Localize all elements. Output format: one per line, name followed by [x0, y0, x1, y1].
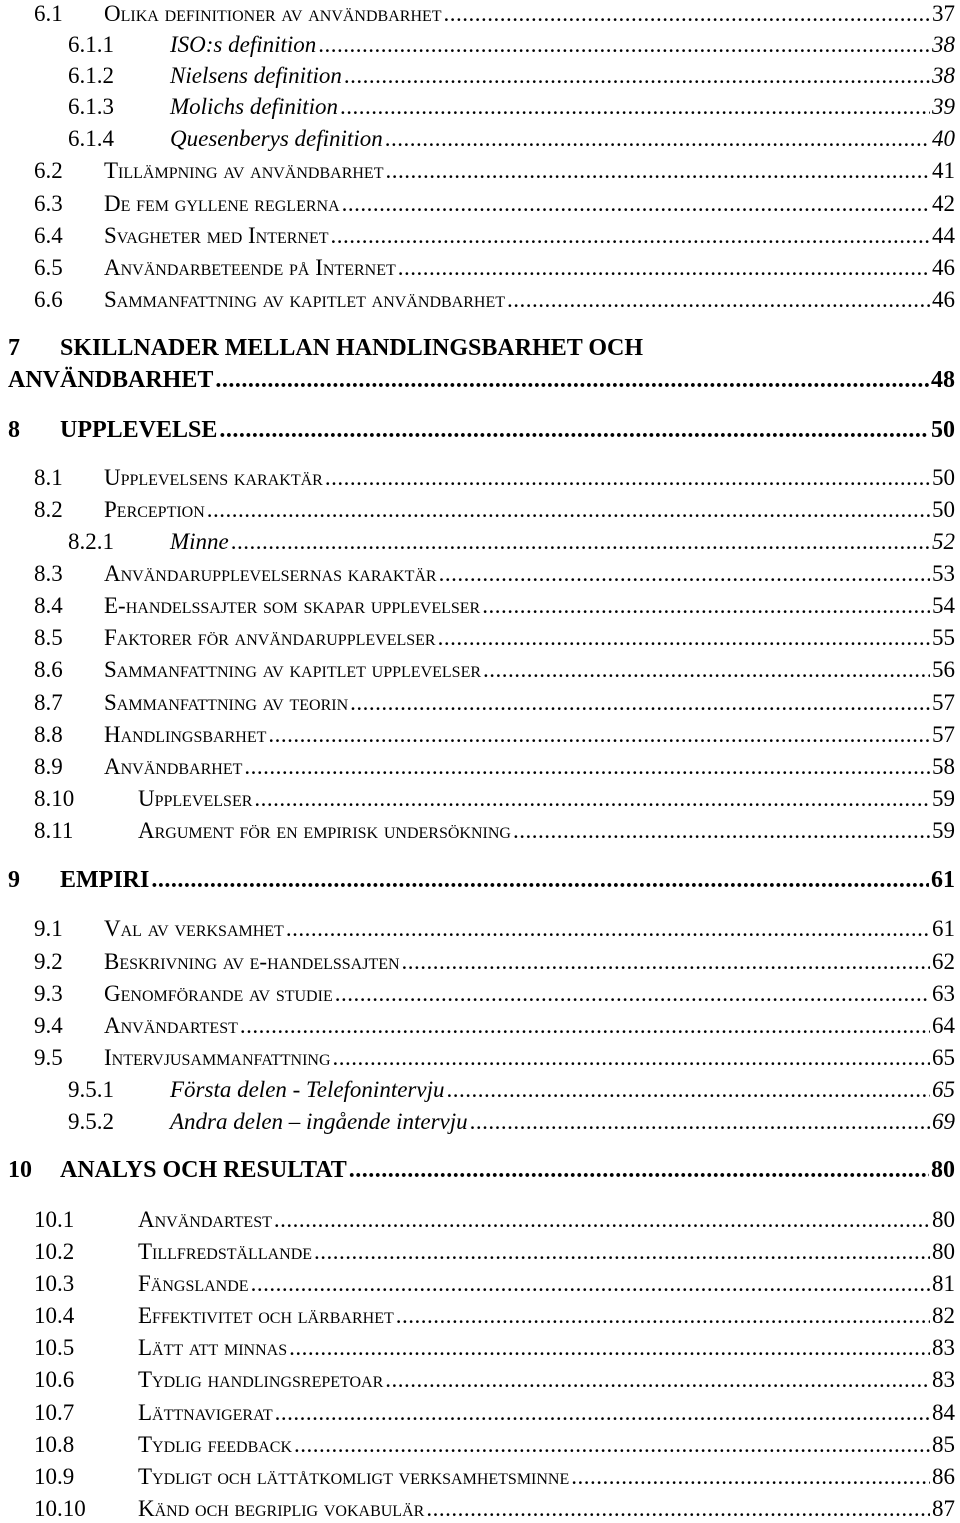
dot-leader [240, 1012, 930, 1040]
toc-entry[interactable] [0, 753, 955, 781]
section-number: 6.4 [34, 223, 63, 248]
section-title: Sammanfattning av teorin [104, 690, 349, 715]
section-title: Tydlig handlingsrepetoar [138, 1367, 384, 1392]
page-number: 80 [932, 1207, 955, 1232]
section-number: 9.4 [34, 1013, 63, 1038]
chapter-number: 7 [8, 335, 20, 361]
dot-leader [314, 1238, 930, 1266]
dot-leader [571, 1463, 930, 1491]
dot-leader [513, 817, 930, 845]
section-number: 9.5 [34, 1045, 63, 1070]
dot-leader [207, 496, 930, 524]
page-number: 57 [932, 722, 955, 747]
toc-entry[interactable] [0, 0, 955, 28]
page-number: 84 [932, 1400, 955, 1425]
toc-entry[interactable] [0, 464, 955, 492]
section-title: Sammanfattning av kapitlet användbarhet [104, 287, 505, 312]
toc-entry[interactable] [0, 560, 955, 588]
chapter-title: ANALYS OCH RESULTAT [60, 1157, 347, 1183]
page-number: 48 [931, 367, 955, 393]
section-number: 8.8 [34, 722, 63, 747]
toc-entry[interactable] [0, 1463, 955, 1491]
page-number: 50 [932, 497, 955, 522]
chapter-heading-line[interactable] [8, 334, 955, 362]
section-title: Tydlig feedback [138, 1432, 293, 1457]
section-number: 9.2 [34, 949, 63, 974]
section-title: Användartest [104, 1013, 238, 1038]
section-title: Molichs definition [170, 94, 339, 119]
page-number: 61 [931, 867, 955, 893]
chapter-title-line2: ANVÄNDBARHET [8, 367, 214, 393]
section-title: Användarbeteende på Internet [104, 255, 396, 280]
page-number: 85 [932, 1432, 955, 1457]
page-number: 59 [932, 818, 955, 843]
dot-leader [286, 915, 930, 943]
section-number: 10.8 [34, 1432, 75, 1457]
toc-entry[interactable] [0, 286, 955, 314]
section-title: ISO:s definition [170, 32, 317, 57]
toc-entry[interactable] [0, 817, 955, 845]
toc-entry[interactable] [0, 1238, 955, 1266]
dot-leader [268, 721, 930, 749]
page-number: 41 [932, 158, 955, 183]
toc-entry[interactable] [0, 496, 955, 524]
dot-leader [333, 1044, 930, 1072]
dot-leader [507, 286, 930, 314]
page-number: 46 [932, 255, 955, 280]
page-number: 50 [931, 417, 955, 443]
section-number: 6.1 [34, 1, 63, 26]
section-title: Effektivitet och lärbarhet [138, 1303, 394, 1328]
dot-leader [325, 464, 930, 492]
dot-leader [385, 125, 930, 153]
dot-leader [402, 948, 930, 976]
page-number: 52 [932, 529, 955, 554]
dot-leader [244, 753, 930, 781]
toc-entry[interactable] [0, 1270, 955, 1298]
page-number: 82 [932, 1303, 955, 1328]
toc-entry[interactable] [0, 157, 955, 185]
dot-leader [275, 1399, 930, 1427]
page-number: 54 [932, 593, 955, 618]
section-title: Minne [170, 529, 229, 554]
toc-entry-chapter[interactable] [0, 416, 955, 444]
section-title: Lätt att minnas [138, 1335, 288, 1360]
chapter-number: 10 [8, 1157, 32, 1183]
dot-leader [151, 866, 929, 894]
dot-leader [254, 785, 930, 813]
section-title: Upplevelser [138, 786, 253, 811]
section-title: Tydligt och lättåtkomligt verksamhetsminne [138, 1464, 570, 1489]
section-number: 10.10 [34, 1496, 86, 1521]
section-number: 8.7 [34, 690, 63, 715]
chapter-title-line1: SKILLNADER MELLAN HANDLINGSBARHET OCH [60, 335, 643, 361]
section-title: Tillfredställande [138, 1239, 313, 1264]
dot-leader [446, 1076, 930, 1104]
toc-entry[interactable] [0, 254, 955, 282]
page-number: 40 [932, 126, 955, 151]
dot-leader [439, 560, 930, 588]
page-number: 42 [932, 191, 955, 216]
section-title: Olika definitioner av användbarhet [104, 1, 442, 26]
section-number: 6.1.2 [68, 63, 114, 88]
toc-entry[interactable] [0, 980, 955, 1008]
section-number: 9.5.2 [68, 1109, 114, 1134]
dot-leader [444, 0, 930, 28]
dot-leader [438, 624, 930, 652]
section-title: Lättnavigerat [138, 1400, 273, 1425]
page-number: 50 [932, 465, 955, 490]
page-number: 86 [932, 1464, 955, 1489]
dot-leader [331, 222, 930, 250]
dot-leader [349, 1156, 929, 1184]
section-title: Tillämpning av användbarhet [104, 158, 384, 183]
page-number: 80 [932, 1239, 955, 1264]
toc-entry[interactable] [0, 31, 955, 59]
chapter-number: 9 [8, 867, 20, 893]
page-number: 55 [932, 625, 955, 650]
section-number: 10.5 [34, 1335, 75, 1360]
toc-entry[interactable] [0, 624, 955, 652]
dot-leader [340, 93, 930, 121]
section-number: 10.9 [34, 1464, 75, 1489]
section-title: Handlingsbarhet [104, 722, 267, 747]
toc-entry[interactable] [0, 1108, 955, 1136]
toc-entry[interactable] [0, 656, 955, 684]
toc-entry[interactable] [0, 948, 955, 976]
section-title: Genomförande av studie [104, 981, 333, 1006]
page-number: 65 [932, 1045, 955, 1070]
section-title: Intervjusammanfattning [104, 1045, 331, 1070]
dot-leader [231, 528, 930, 556]
chapter-number: 8 [8, 417, 20, 443]
section-number: 10.3 [34, 1271, 75, 1296]
page-number: 62 [932, 949, 955, 974]
section-number: 10.4 [34, 1303, 75, 1328]
toc-entry[interactable] [0, 721, 955, 749]
section-number: 8.10 [34, 786, 75, 811]
section-number: 10.1 [34, 1207, 75, 1232]
page-number: 44 [932, 223, 955, 248]
toc-entry-chapter[interactable] [8, 366, 955, 394]
page-number: 61 [932, 916, 955, 941]
dot-leader [385, 157, 930, 185]
page-number: 53 [932, 561, 955, 586]
page-number: 38 [932, 32, 955, 57]
page-number: 57 [932, 690, 955, 715]
section-number: 8.9 [34, 754, 63, 779]
toc-entry[interactable] [0, 62, 955, 90]
section-title: Fängslande [138, 1271, 249, 1296]
toc-entry[interactable] [0, 1044, 955, 1072]
chapter-title: EMPIRI [60, 867, 150, 893]
section-title: Beskrivning av e-handelssajten [104, 949, 400, 974]
page-number: 38 [932, 63, 955, 88]
dot-leader [274, 1206, 930, 1234]
section-number: 6.5 [34, 255, 63, 280]
page-number: 58 [932, 754, 955, 779]
toc-entry[interactable] [0, 1334, 955, 1362]
toc-entry[interactable] [0, 222, 955, 250]
section-title: De fem gyllene reglerna [104, 191, 340, 216]
dot-leader [342, 190, 930, 218]
dot-leader [344, 62, 930, 90]
page-number: 83 [932, 1367, 955, 1392]
toc-entry[interactable] [0, 1495, 955, 1523]
toc-entry[interactable] [0, 190, 955, 218]
section-number: 9.3 [34, 981, 63, 1006]
dot-leader [470, 1108, 930, 1136]
toc-entry[interactable] [0, 689, 955, 717]
page-number: 59 [932, 786, 955, 811]
dot-leader [426, 1495, 930, 1523]
section-title: Användbarhet [104, 754, 243, 779]
toc-entry[interactable] [0, 785, 955, 813]
toc-entry[interactable] [0, 1431, 955, 1459]
section-title: Känd och begriplig vokabulär [138, 1496, 425, 1521]
section-number: 6.6 [34, 287, 63, 312]
section-title: Andra delen – ingående intervju [170, 1109, 468, 1134]
dot-leader [398, 254, 930, 282]
toc-entry[interactable] [0, 1076, 955, 1104]
section-number: 8.6 [34, 657, 63, 682]
section-title: Användarupplevelsernas karaktär [104, 561, 437, 586]
dot-leader [251, 1270, 930, 1298]
section-number: 8.3 [34, 561, 63, 586]
page-number: 81 [932, 1271, 955, 1296]
section-title: Argument för en empirisk undersökning [138, 818, 511, 843]
section-number: 6.1.1 [68, 32, 114, 57]
section-number: 9.5.1 [68, 1077, 114, 1102]
toc-entry[interactable] [0, 1366, 955, 1394]
section-number: 9.1 [34, 916, 63, 941]
section-title: Val av verksamhet [104, 916, 284, 941]
page-number: 63 [932, 981, 955, 1006]
page-number: 83 [932, 1335, 955, 1360]
page-number: 39 [932, 94, 955, 119]
section-title: Perception [104, 497, 205, 522]
page-number: 37 [932, 1, 955, 26]
chapter-title: UPPLEVELSE [60, 417, 218, 443]
section-title: Sammanfattning av kapitlet upplevelser [104, 657, 482, 682]
toc-entry-chapter[interactable] [0, 866, 955, 894]
dot-leader [215, 366, 929, 394]
section-number: 6.1.3 [68, 94, 114, 119]
page-number: 65 [932, 1077, 955, 1102]
page-number: 69 [932, 1109, 955, 1134]
section-number: 10.6 [34, 1367, 75, 1392]
section-number: 8.1 [34, 465, 63, 490]
section-number: 8.2.1 [68, 529, 114, 554]
toc-entry[interactable] [0, 1012, 955, 1040]
section-number: 8.2 [34, 497, 63, 522]
section-number: 8.5 [34, 625, 63, 650]
toc-entry[interactable] [0, 93, 955, 121]
dot-leader [294, 1431, 930, 1459]
toc-entry[interactable] [0, 1302, 955, 1330]
section-title: Första delen - Telefonintervju [170, 1077, 445, 1102]
dot-leader [318, 31, 930, 59]
dot-leader [385, 1366, 930, 1394]
toc-entry[interactable] [0, 915, 955, 943]
section-number: 6.3 [34, 191, 63, 216]
dot-leader [483, 656, 930, 684]
page-number: 87 [932, 1496, 955, 1521]
section-title: Upplevelsens karaktär [104, 465, 323, 490]
section-number: 10.7 [34, 1400, 75, 1425]
page-number: 56 [932, 657, 955, 682]
section-number: 6.2 [34, 158, 63, 183]
section-title: Quesenberys definition [170, 126, 383, 151]
section-number: 8.11 [34, 818, 74, 843]
dot-leader [289, 1334, 930, 1362]
toc-entry[interactable] [0, 592, 955, 620]
dot-leader [219, 416, 929, 444]
page-number: 80 [931, 1157, 955, 1183]
section-number: 8.4 [34, 593, 63, 618]
toc-entry-chapter[interactable] [0, 1156, 955, 1184]
toc-entry[interactable] [0, 528, 955, 556]
section-title: Faktorer för användarupplevelser [104, 625, 436, 650]
dot-leader [335, 980, 930, 1008]
toc-entry[interactable] [0, 125, 955, 153]
toc-entry[interactable] [0, 1206, 955, 1234]
dot-leader [482, 592, 930, 620]
section-title: Svagheter med Internet [104, 223, 329, 248]
section-title: Nielsens definition [170, 63, 342, 88]
dot-leader [396, 1302, 930, 1330]
section-title: E-handelssajter som skapar upplevelser [104, 593, 481, 618]
section-number: 10.2 [34, 1239, 75, 1264]
page-number: 64 [932, 1013, 955, 1038]
section-number: 6.1.4 [68, 126, 114, 151]
toc-entry[interactable] [0, 1399, 955, 1427]
page-number: 46 [932, 287, 955, 312]
dot-leader [350, 689, 930, 717]
section-title: Användartest [138, 1207, 272, 1232]
